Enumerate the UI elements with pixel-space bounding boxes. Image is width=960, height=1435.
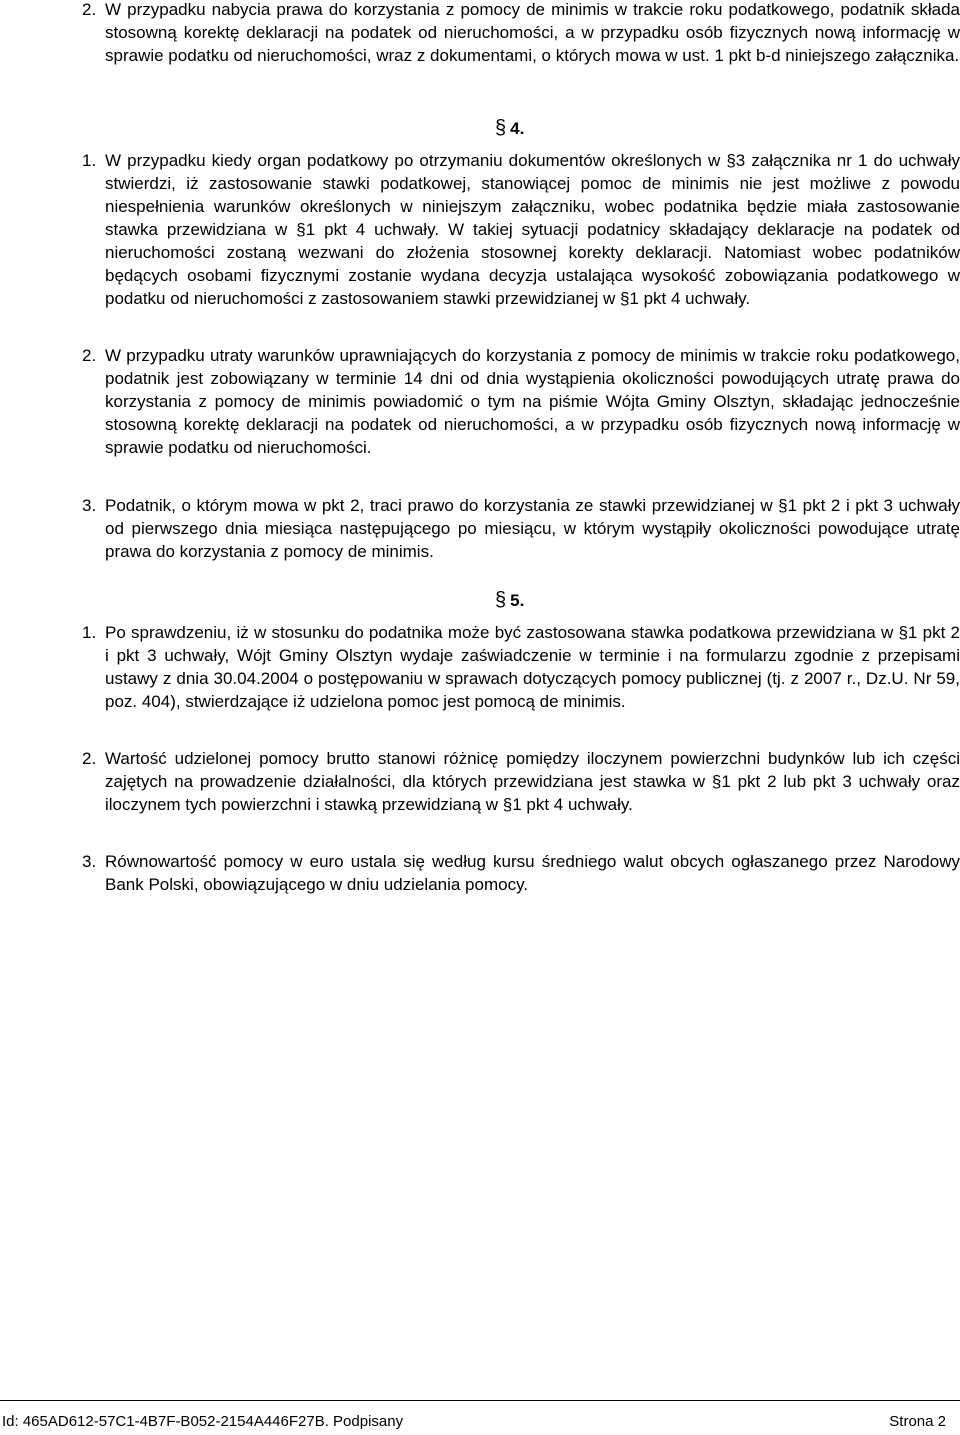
paragraph-number: 2.	[82, 749, 97, 768]
paragraph-number: 2.	[82, 0, 97, 19]
paragraph-text: Wartość udzielonej pomocy brutto stanowi różnicę pomiędzy iloczynem powierzchni budynków lub ich części zajętych na prowadzenie działalności, dla których przewidziana jest stawka w §1 pkt 2 lub pkt 3 uchwały oraz iloczynem tych powierzchni i stawką przewidzianą w §1 pkt 4 uchwały.	[105, 749, 960, 814]
paragraph-number: 3.	[82, 852, 97, 871]
paragraph-s5-3	[82, 850, 960, 896]
page-footer	[0, 1400, 960, 1429]
page-number: Strona 2	[889, 1413, 946, 1430]
paragraph-number: 3.	[82, 496, 97, 515]
paragraph-s4-2	[82, 344, 960, 459]
paragraph-text: W przypadku kiedy organ podatkowy po otrzymaniu dokumentów określonych w §3 załącznika nr 1 do uchwały stwierdzi, iż zastosowanie stawki podatkowej, stanowiącej pomoc de minimis nie jest możliwe z powodu niespełnienia warunków określonych w niniejszym załączniku, wobec podatnika będzie miała zastosowanie stawka przewidziana w §1 pkt 4 uchwały. W takiej sytuacji podatnicy składający deklaracje na podatek od nieruchomości zostaną wezwani do złożenia stosownej korekty deklaracji. Natomiast wobec podatników będących osobami fizycznymi zostanie wydana decyzja ustalająca wysokość zobowiązania podatkowego w podatku od nieruchomości z zastosowaniem stawki przewidzianej w §1 pkt 4 uchwały.	[105, 151, 960, 308]
section-symbol: §	[495, 117, 507, 139]
paragraph-text: W przypadku utraty warunków uprawniających do korzystania z pomocy de minimis w trakcie roku podatkowego, podatnik jest zobowiązany w terminie 14 dni od dnia wystąpienia okoliczności powodujących utratę prawa do korzystania z pomocy de minimis powiadomić o tym na piśmie Wójta Gminy Olsztyn, składając jednocześnie stosowną korektę deklaracji na podatek od nieruchomości, a w przypadku osób fizycznych nową informację w sprawie podatku od nieruchomości.	[105, 346, 960, 457]
paragraph-number: 2.	[82, 346, 97, 365]
document-id: Id: 465AD612-57C1-4B7F-B052-2154A446F27B. Podpisany	[2, 1413, 404, 1430]
paragraph-s5-2	[82, 747, 960, 816]
section-heading-4	[495, 117, 555, 140]
section-symbol: §	[495, 589, 507, 611]
paragraph-text: Podatnik, o którym mowa w pkt 2, traci prawo do korzystania ze stawki przewidzianej w §1 pkt 2 i pkt 3 uchwały od pierwszego dnia miesiąca następującego po miesiącu, w którym wystąpiły okoliczności powodujące utratę prawa do korzystania z pomocy de minimis.	[105, 496, 960, 561]
paragraph-s4-3	[82, 494, 960, 563]
paragraph-text: W przypadku nabycia prawa do korzystania z pomocy de minimis w trakcie roku podatkowego, podatnik składa stosowną korektę deklaracji na podatek od nieruchomości, a w przypadku osób fizycznych nową informację w sprawie podatku od nieruchomości, wraz z dokumentami, o których mowa w ust. 1 pkt b-d niniejszego załącznika.	[105, 0, 960, 65]
section-heading-5	[495, 589, 555, 612]
paragraph-text: Po sprawdzeniu, iż w stosunku do podatnika może być zastosowana stawka podatkowa przewidziana w §1 pkt 2 i pkt 3 uchwały, Wójt Gminy Olsztyn wydaje zaświadczenie w terminie i na formularzu zgodnie z przepisami ustawy z dnia 30.04.2004 o postępowaniu w sprawach dotyczących pomocy publicznej (tj. z 2007 r., Dz.U. Nr 59, poz. 404), stwierdzające iż udzielona pomoc jest pomocą de minimis.	[105, 623, 960, 711]
paragraph-number: 1.	[82, 151, 97, 170]
paragraph-text: Równowartość pomocy w euro ustala się według kursu średniego walut obcych ogłaszanego przez Narodowy Bank Polski, obowiązującego w dniu udzielania pomocy.	[105, 852, 960, 894]
section-number: 5.	[510, 591, 525, 610]
paragraph-prev-2	[82, 0, 960, 67]
paragraph-s4-1	[82, 149, 960, 310]
paragraph-s5-1	[82, 621, 960, 713]
paragraph-number: 1.	[82, 623, 97, 642]
section-number: 4.	[510, 119, 525, 138]
